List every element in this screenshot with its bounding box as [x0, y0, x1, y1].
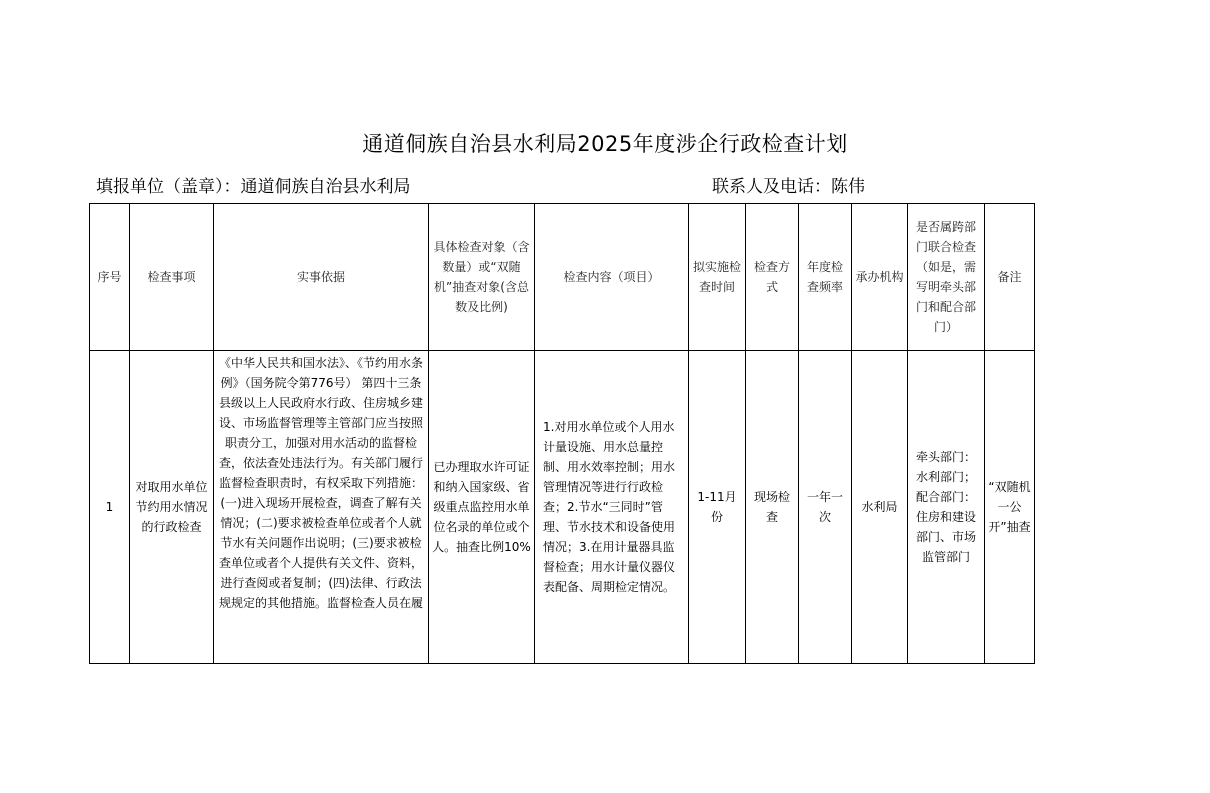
cell-time: 1-11月份	[689, 351, 746, 664]
header-remark: 备注	[985, 204, 1035, 351]
cell-seq: 1	[90, 351, 130, 664]
cell-frequency: 一年一次	[799, 351, 852, 664]
header-method: 检查方式	[746, 204, 799, 351]
cell-item: 对取用水单位节约用水情况的行政检查	[130, 351, 214, 664]
header-seq: 序号	[90, 204, 130, 351]
header-organizer: 承办机构	[852, 204, 908, 351]
inspection-plan-table	[89, 203, 1035, 664]
contact-info: 联系人及电话：陈伟	[712, 177, 865, 197]
header-content: 检查内容（项目）	[535, 204, 689, 351]
header-item: 检查事项	[130, 204, 214, 351]
cell-target: 已办理取水许可证和纳入国家级、省级重点监控用水单位名录的单位或个人。抽查比例10%	[429, 351, 535, 664]
cell-content: 1.对用水单位或个人用水计量设施、用水总量控制、用水效率控制；用水管理情况等进行行政检查；2.节水“三同时”管理、节水技术和设备使用情况；3.在用计量器具监督检查；用水计量仪器仪表配备、周期检定情况。	[535, 351, 689, 664]
header-joint: 是否属跨部门联合检查（如是，需写明牵头部门和配合部门）	[908, 204, 985, 351]
header-frequency: 年度检查频率	[799, 204, 852, 351]
cell-basis: 《中华人民共和国水法》、《节约用水条例》（国务院令第776号） 第四十三条 县级以上人民政府水行政、住房城乡建设、市场监督管理等主管部门应当按照职责分工，加强对用水活动的监督检查，依法查处违法行为。有关部门履行监督检查职责时，有权采取下列措施：(一)进入现场开展检查，调查了解有关情况；(二)要求被检查单位或者个人就节水有关问题作出说明；(三)要求被检查单位或者个人提供有关文件、资料，进行查阅或者复制；(四)法律、行政法规规定的其他措施。监督检查人员在履	[214, 351, 429, 664]
cell-joint: 牵头部门：水利部门；配合部门：住房和建设部门、市场监管部门	[908, 351, 985, 664]
cell-remark: “双随机一公开”抽查	[985, 351, 1035, 664]
header-basis: 实事依据	[214, 204, 429, 351]
table-header-row	[90, 204, 1035, 351]
header-time: 拟实施检查时间	[689, 204, 746, 351]
filling-unit: 填报单位（盖章）：通道侗族自治县水利局	[96, 177, 411, 197]
page-title: 通道侗族自治县水利局2025年度涉企行政检查计划	[362, 132, 848, 156]
cell-method: 现场检查	[746, 351, 799, 664]
table-row	[90, 351, 1035, 664]
header-target: 具体检查对象（含数量）或“双随机”抽查对象(含总数及比例)	[429, 204, 535, 351]
cell-organizer: 水利局	[852, 351, 908, 664]
